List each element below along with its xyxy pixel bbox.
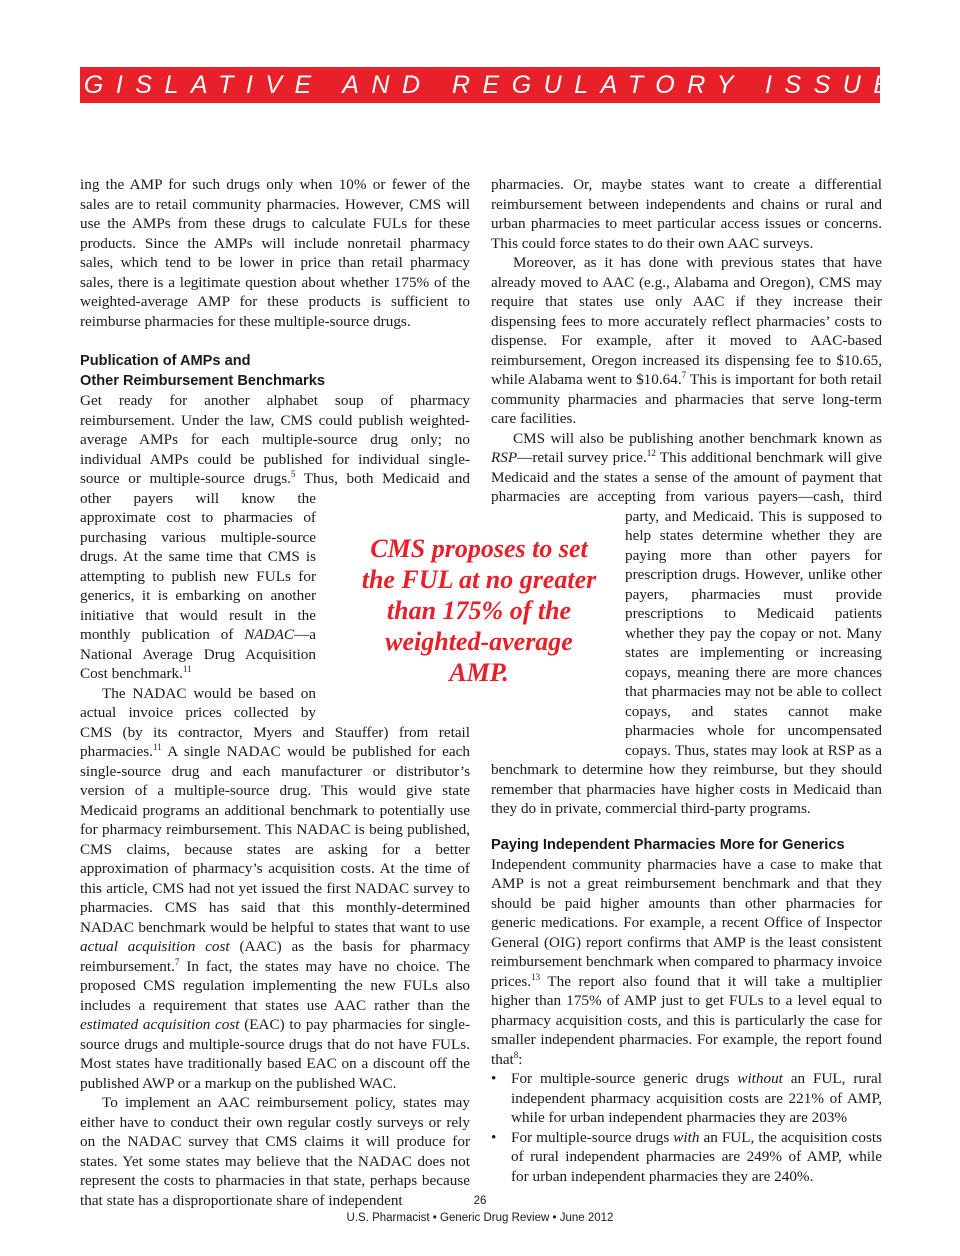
left-paragraph-3: The NADAC would be based on actual invoice prices collected by CMS (by its contractor, Myers and Stauffer) from retail pharmacies.$^{11}$ A single NADAC would be published for each single-source drug and each manufacturer or distributor’s version of a multiple-source drug. This would give state Medicaid programs an additional benchmark to potentially use for pharmacy reimbursement. This NADAC is being published, CMS claims, because states are asking for a better approximation of pharmacy’s acquisition costs. At the time of this article, CMS had not yet issued the first NADAC survey to pharmacies. CMS has said that this monthly-determined NADAC benchmark would be helpful to states that want to use actual acquisition cost (AAC) as the basis for pharmacy reimbursement.$^7$ In fact, the states may have no choice. The proposed CMS regulation implementing the new FULs also includes a requirement that states use AAC rather than the estimated acquisition cost (EAC) to pay pharmacies for single-source drugs and multiple-source drugs that do not have FULs. Most states have traditionally based EAC on a discount off the published AWP or a markup on the published WAC. <box>80 684 471 1092</box>
right-paragraph-3: CMS will also be publishing another benchmark known as RSP—retail survey price.$^{12}$ This additional benchmark will give Medicaid and the states a sense of the amount of payment that pharmacies are accepting from various payers—cash, third party, and Medicaid. This is supposed to help states determine whether they are paying more than other payers for prescription drugs. However, unlike other payers, pharmacies must provide prescriptions to Medicaid patients whether they pay the copay or not. Many states are implementing or increasing copays, meaning there are more chances that pharmacies may not be able to collect copays, and states cannot make pharmacies whole for uncompensated copays. Thus, states may look at RSP as a benchmark to determine how they reimburse, but they should remember that pharmacies have higher costs in Medicaid than they do in private, commercial third-party programs. <box>491 429 882 817</box>
right-paragraph-1: pharmacies. Or, maybe states want to create a differential reimbursement between independents and chains or rural and urban pharmacies to meet particular access issues or concerns. This could force states to do their own AAC surveys. <box>491 176 882 252</box>
left-paragraph-1: ing the AMP for such drugs only when 10% or fewer of the sales are to retail community pharmacies. However, CMS will use the AMPs from these drugs to calculate FULs for these products. Since the AMPs will include nonretail pharmacy sales, which tend to be lower in price than retail pharmacy sales, there is a legitimate question about whether 175% of the weighted-average AMP for these products is sufficient to reimburse pharmacies for these multiple-source drugs. <box>80 176 470 330</box>
page-number: 26 <box>473 1195 487 1207</box>
pull-quote: CMS proposes to set the FUL at no greater than 175% of the weighted-average AMP. <box>361 534 597 687</box>
section-heading-independent: Paying Independent Pharmacies More for Generics <box>491 836 845 853</box>
bullet-icon: • <box>491 1070 497 1087</box>
findings-list <box>491 1069 882 1186</box>
list-item: • For multiple-source generic drugs without an FUL, rural independent pharmacy acquisition costs are 221% of AMP, while for urban independent pharmacies they are 203% <box>491 1070 882 1126</box>
section-banner-title: LEGISLATIVE AND REGULATORY ISSUES <box>28 70 932 99</box>
section-banner <box>28 67 932 103</box>
section-heading-publication: Publication of AMPs and Other Reimbursement Benchmarks <box>80 353 325 389</box>
right-paragraph-4: Independent community pharmacies have a case to make that AMP is not a great reimbursement benchmark and that they should be paid higher amounts than other pharmacies for generic medications. For example, a recent Office of Inspector General (OIG) report confirms that AMP is the least consistent reimbursement benchmark when compared to pharmacy invoice prices.$^{13}$ The report also found that it will take a multiplier higher than 175% of AMP just to get FULs to a level equal to pharmacy acquisition costs, and this is particularly the case for smaller independent pharmacies. For example, the report found that$^8$: <box>491 855 882 1068</box>
left-paragraph-4: To implement an AAC reimbursement policy, states may either have to conduct their own regular costly surveys or rely on the NADAC survey that CMS claims it will produce for states. Yet some states may believe that the NADAC does not represent the costs to pharmacies in that state, perhaps because that state has a disproportionate share of independent <box>80 1094 470 1209</box>
list-item: • For multiple-source drugs with an FUL, the acquisition costs of rural independent pharmacies are 249% of AMP, while for urban independent pharmacies they are 240%. <box>491 1128 882 1185</box>
right-paragraph-2: Moreover, as it has done with previous states that have already moved to AAC (e.g., Alabama and Oregon), CMS may require that states use only AAC if they increase their dispensing fees to more accurately reflect pharmacies’ costs to dispense. For example, after it moved to AAC-based reimbursement, Oregon increased its dispensing fee to $10.65, while Alabama went to $10.64.$^7$ This is important for both retail community pharmacies and pharmacies that serve long-term care facilities. <box>491 254 882 427</box>
journal-footer: U.S. Pharmacist • Generic Drug Review • June 2012 <box>346 1212 614 1224</box>
bullet-icon: • <box>491 1128 497 1146</box>
left-column <box>80 175 470 1210</box>
left-paragraph-2: Get ready for another alphabet soup of pharmacy reimbursement. Under the law, CMS could publish weighted-average AMPs for each multiple-source drug only; no individual AMPs could be published for individual single-source or multiple-source drugs.$^5$ Thus, both Medicaid and other payers will know the approximate cost to pharmacies of purchasing various multiple-source drugs. At the same time that CMS is attempting to publish new FULs for generics, it is embarking on another initiative that would result in the monthly publication of NADAC—a National Average Drug Acquisition Cost benchmark.$^{11}$ <box>80 392 470 682</box>
